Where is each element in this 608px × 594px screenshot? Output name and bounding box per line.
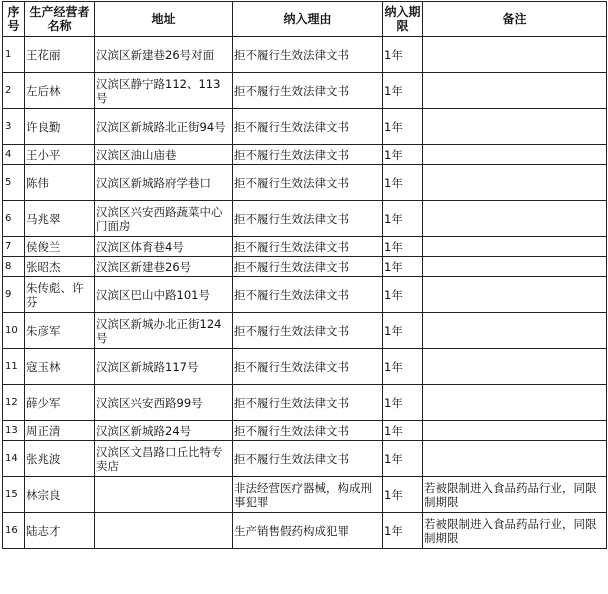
table-row xyxy=(3,37,607,73)
cell-period: 1年 xyxy=(383,277,423,313)
cell-address: 汉滨区新城路北正街94号 xyxy=(95,109,233,145)
cell-period: 1年 xyxy=(383,165,423,201)
table-row xyxy=(3,145,607,165)
table-row xyxy=(3,477,607,513)
cell-name: 林宗良 xyxy=(25,477,95,513)
cell-reason: 拒不履行生效法律文书 xyxy=(233,145,383,165)
cell-name: 许良勤 xyxy=(25,109,95,145)
cell-seq: 4 xyxy=(3,145,25,165)
header-period: 纳入期限 xyxy=(383,2,423,37)
cell-reason: 拒不履行生效法律文书 xyxy=(233,73,383,109)
cell-remark xyxy=(423,73,607,109)
cell-seq: 15 xyxy=(3,477,25,513)
cell-remark xyxy=(423,201,607,237)
cell-reason: 拒不履行生效法律文书 xyxy=(233,37,383,73)
cell-name: 朱彦军 xyxy=(25,313,95,349)
cell-period: 1年 xyxy=(383,109,423,145)
cell-reason: 拒不履行生效法律文书 xyxy=(233,441,383,477)
cell-name: 陈伟 xyxy=(25,165,95,201)
cell-address xyxy=(95,477,233,513)
table-row xyxy=(3,349,607,385)
cell-remark xyxy=(423,37,607,73)
cell-address: 汉滨区新建巷26号 xyxy=(95,257,233,277)
cell-period: 1年 xyxy=(383,441,423,477)
cell-name: 陆志才 xyxy=(25,513,95,549)
cell-name: 马兆翠 xyxy=(25,201,95,237)
cell-reason: 拒不履行生效法律文书 xyxy=(233,421,383,441)
cell-address: 汉滨区新城路117号 xyxy=(95,349,233,385)
cell-name: 朱传彪、许芬 xyxy=(25,277,95,313)
table-row xyxy=(3,313,607,349)
cell-name: 左后林 xyxy=(25,73,95,109)
cell-name: 寇玉林 xyxy=(25,349,95,385)
table-row xyxy=(3,237,607,257)
cell-name: 张昭杰 xyxy=(25,257,95,277)
cell-period: 1年 xyxy=(383,37,423,73)
cell-reason: 拒不履行生效法律文书 xyxy=(233,201,383,237)
cell-name: 薛少军 xyxy=(25,385,95,421)
cell-remark xyxy=(423,421,607,441)
cell-remark xyxy=(423,165,607,201)
cell-period: 1年 xyxy=(383,385,423,421)
cell-address: 汉滨区新建巷26号对面 xyxy=(95,37,233,73)
cell-address: 汉滨区新城办北正街124号 xyxy=(95,313,233,349)
cell-period: 1年 xyxy=(383,349,423,385)
cell-reason: 拒不履行生效法律文书 xyxy=(233,237,383,257)
cell-name: 王小平 xyxy=(25,145,95,165)
table-row xyxy=(3,257,607,277)
cell-name: 周正清 xyxy=(25,421,95,441)
cell-reason: 拒不履行生效法律文书 xyxy=(233,277,383,313)
cell-remark xyxy=(423,441,607,477)
cell-seq: 3 xyxy=(3,109,25,145)
cell-seq: 16 xyxy=(3,513,25,549)
cell-seq: 13 xyxy=(3,421,25,441)
cell-period: 1年 xyxy=(383,313,423,349)
cell-remark xyxy=(423,257,607,277)
cell-seq: 5 xyxy=(3,165,25,201)
cell-reason: 拒不履行生效法律文书 xyxy=(233,109,383,145)
cell-address: 汉滨区油山庙巷 xyxy=(95,145,233,165)
cell-reason: 拒不履行生效法律文书 xyxy=(233,165,383,201)
table-row xyxy=(3,385,607,421)
cell-remark xyxy=(423,145,607,165)
cell-remark xyxy=(423,385,607,421)
cell-name: 张兆波 xyxy=(25,441,95,477)
cell-period: 1年 xyxy=(383,477,423,513)
cell-seq: 14 xyxy=(3,441,25,477)
table-row xyxy=(3,421,607,441)
cell-remark xyxy=(423,349,607,385)
table-row xyxy=(3,201,607,237)
table-row xyxy=(3,277,607,313)
table-row xyxy=(3,165,607,201)
cell-reason: 拒不履行生效法律文书 xyxy=(233,313,383,349)
cell-address: 汉滨区新城路府学巷口 xyxy=(95,165,233,201)
cell-name: 侯俊兰 xyxy=(25,237,95,257)
cell-reason: 拒不履行生效法律文书 xyxy=(233,349,383,385)
cell-seq: 7 xyxy=(3,237,25,257)
cell-period: 1年 xyxy=(383,513,423,549)
header-reason: 纳入理由 xyxy=(233,2,383,37)
cell-remark xyxy=(423,277,607,313)
cell-seq: 8 xyxy=(3,257,25,277)
cell-reason: 非法经营医疗器械，构成刑事犯罪 xyxy=(233,477,383,513)
cell-address: 汉滨区兴安西路99号 xyxy=(95,385,233,421)
table-row xyxy=(3,73,607,109)
cell-address: 汉滨区兴安西路蔬菜中心门面房 xyxy=(95,201,233,237)
cell-seq: 1 xyxy=(3,37,25,73)
cell-remark: 若被限制进入食品药品行业，同限制期限 xyxy=(423,477,607,513)
cell-period: 1年 xyxy=(383,421,423,441)
cell-seq: 12 xyxy=(3,385,25,421)
cell-period: 1年 xyxy=(383,237,423,257)
cell-remark xyxy=(423,109,607,145)
cell-remark: 若被限制进入食品药品行业，同限制期限 xyxy=(423,513,607,549)
table-row xyxy=(3,441,607,477)
table-row xyxy=(3,109,607,145)
header-address: 地址 xyxy=(95,2,233,37)
cell-address xyxy=(95,513,233,549)
cell-remark xyxy=(423,237,607,257)
table-row xyxy=(3,513,607,549)
header-remark: 备注 xyxy=(423,2,607,37)
cell-seq: 6 xyxy=(3,201,25,237)
cell-reason: 拒不履行生效法律文书 xyxy=(233,257,383,277)
cell-address: 汉滨区文昌路口丘比特专卖店 xyxy=(95,441,233,477)
cell-reason: 拒不履行生效法律文书 xyxy=(233,385,383,421)
cell-seq: 2 xyxy=(3,73,25,109)
cell-address: 汉滨区体育巷4号 xyxy=(95,237,233,257)
cell-reason: 生产销售假药构成犯罪 xyxy=(233,513,383,549)
header-row xyxy=(3,2,607,37)
cell-name: 王花丽 xyxy=(25,37,95,73)
cell-address: 汉滨区巴山中路101号 xyxy=(95,277,233,313)
cell-seq: 9 xyxy=(3,277,25,313)
cell-address: 汉滨区静宁路112、113号 xyxy=(95,73,233,109)
cell-period: 1年 xyxy=(383,257,423,277)
table-body xyxy=(3,37,607,549)
blacklist-table xyxy=(2,1,607,549)
cell-seq: 11 xyxy=(3,349,25,385)
cell-period: 1年 xyxy=(383,145,423,165)
cell-period: 1年 xyxy=(383,73,423,109)
cell-address: 汉滨区新城路24号 xyxy=(95,421,233,441)
cell-period: 1年 xyxy=(383,201,423,237)
cell-seq: 10 xyxy=(3,313,25,349)
cell-remark xyxy=(423,313,607,349)
header-name: 生产经营者名称 xyxy=(25,2,95,37)
header-seq: 序号 xyxy=(3,2,25,37)
